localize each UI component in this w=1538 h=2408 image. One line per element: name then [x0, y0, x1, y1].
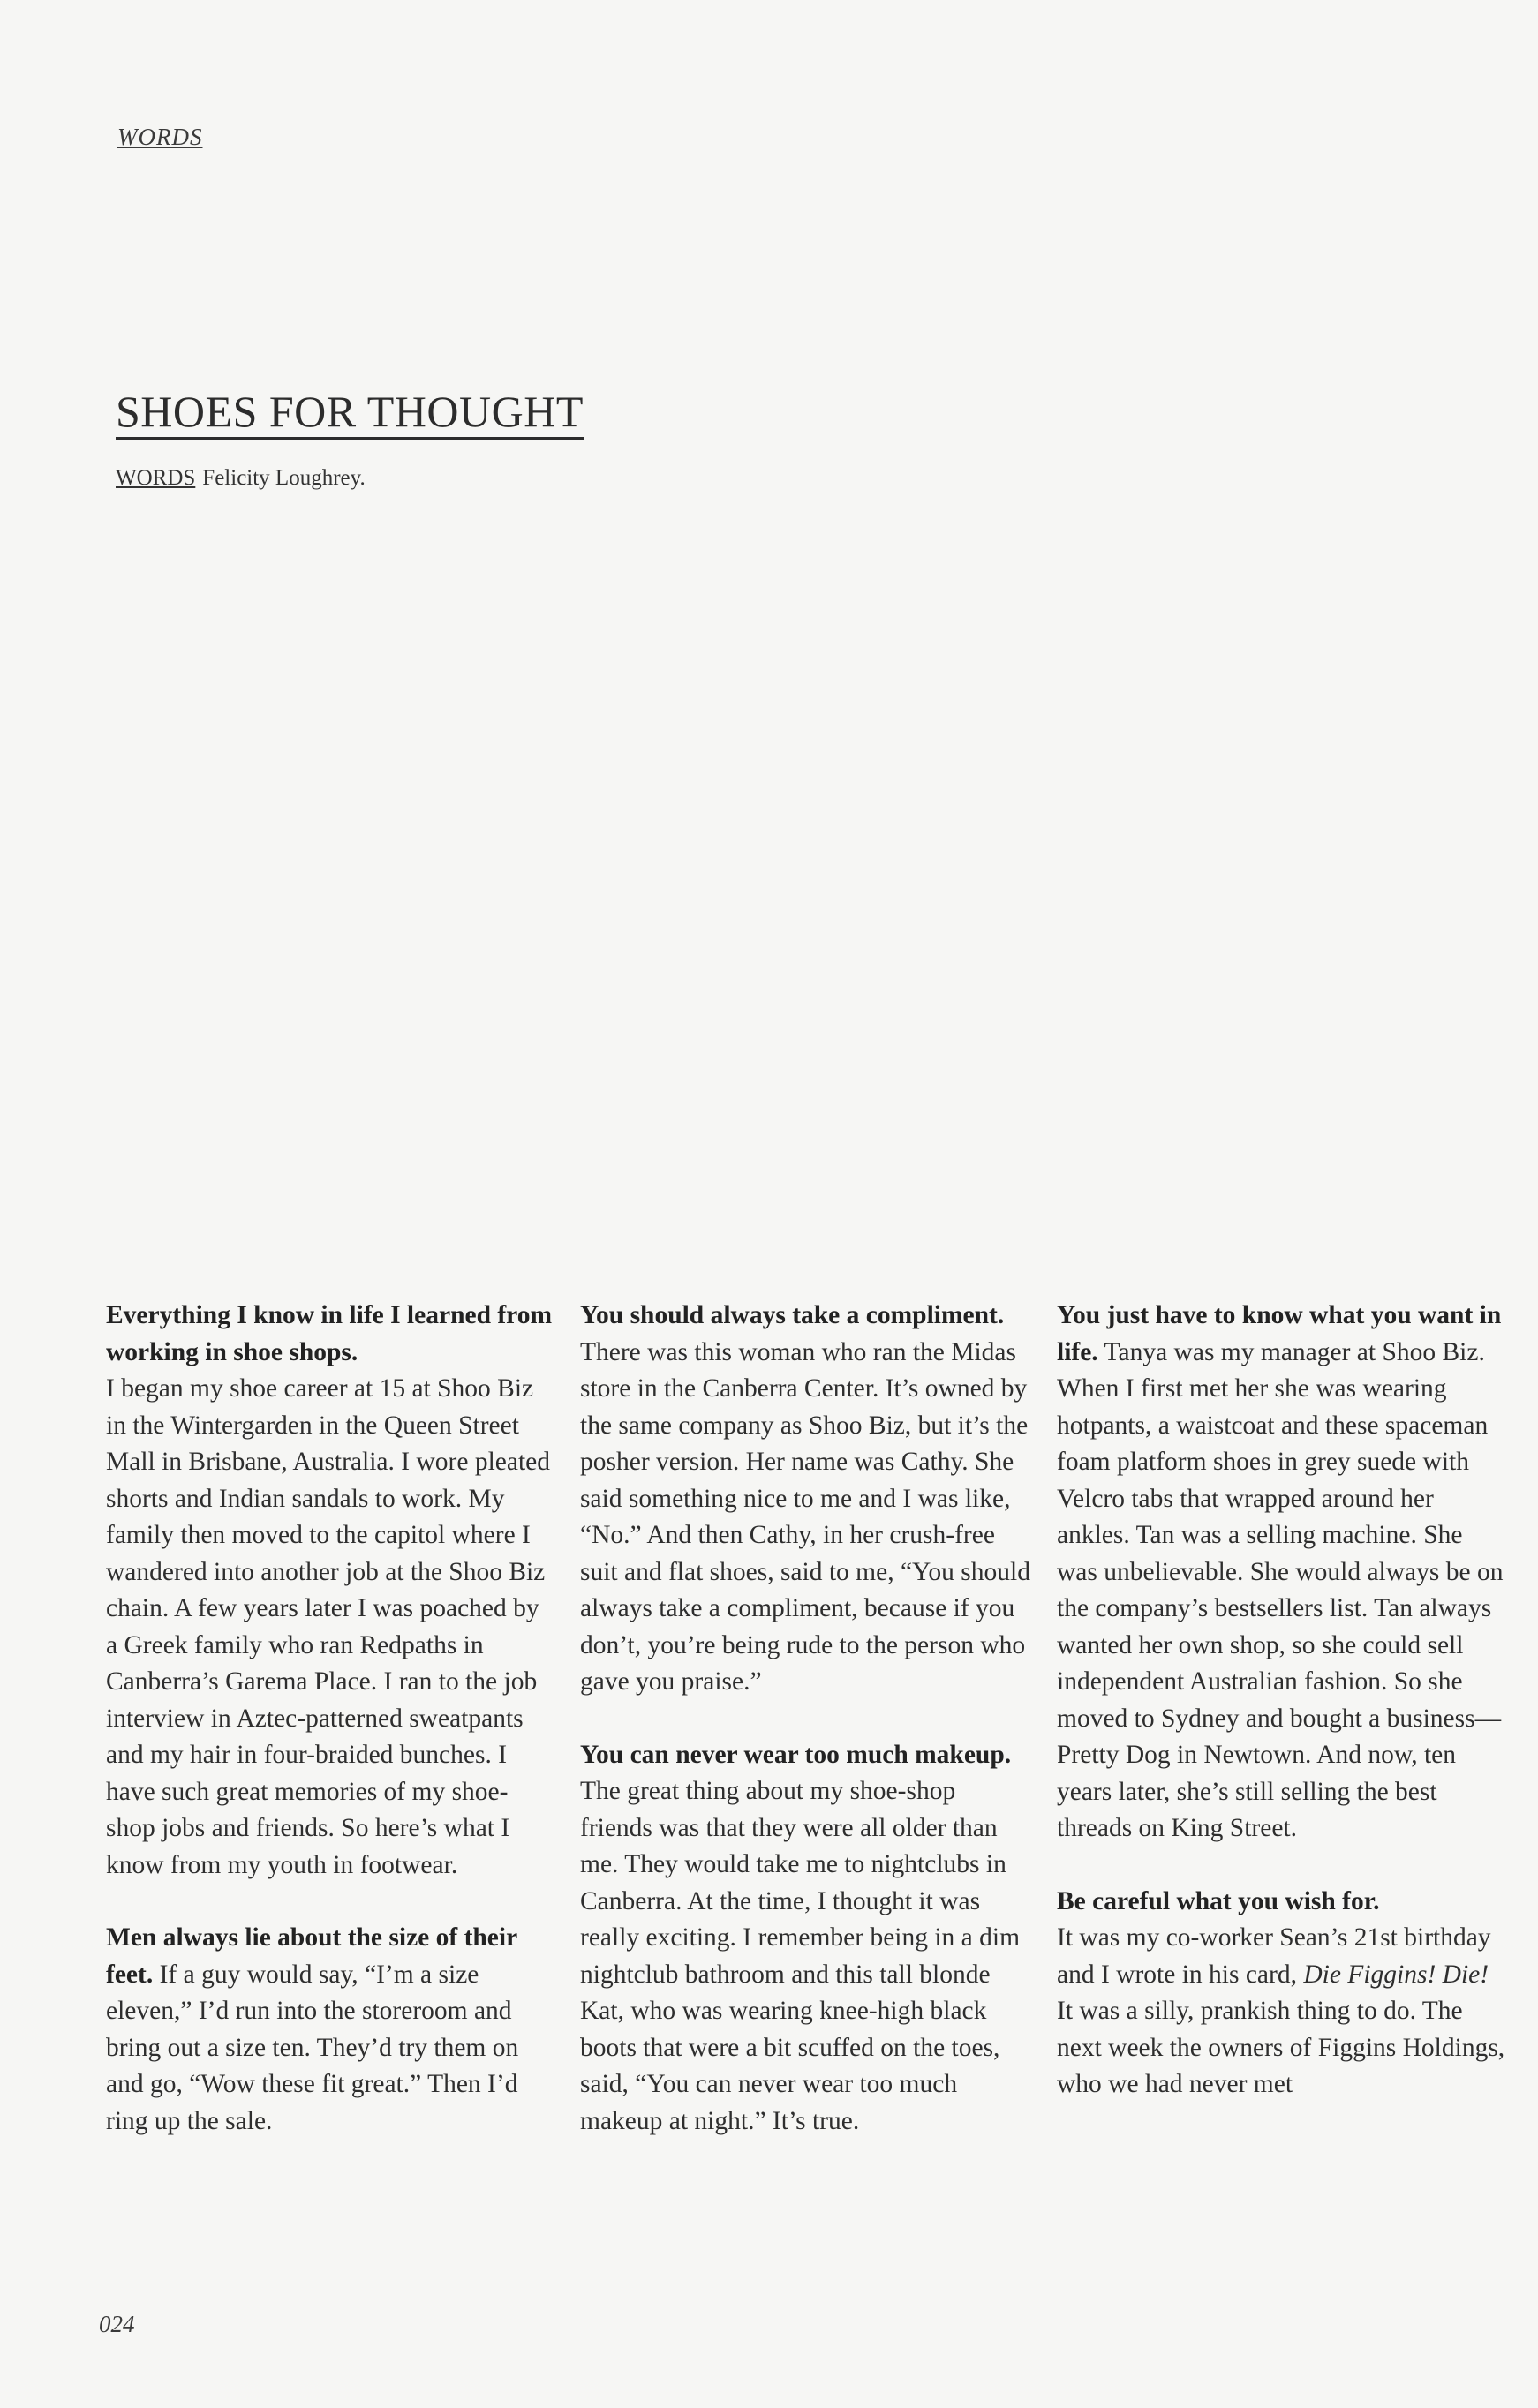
text-column-3: [1057, 1298, 1507, 2140]
section-body: If a guy would say, “I’m a size eleven,” I’d run into the storeroom and bring out a size ten. They’d try them on and go, “Wow these fit great.” Then I’d ring up the sale.: [106, 1960, 519, 2135]
article-headline: SHOES FOR THOUGHT: [116, 388, 584, 440]
section-body: Tanya was my manager at Shoo Biz. When I first met her she was wearing hotpants, a waistcoat and these spaceman foam platform shoes in grey suede with Velcro tabs that wrapped around her ankles. Tan was a selling machine. She was unbelievable. She would always be on the company’s bestsellers list. Tan always wanted her own shop, so she could sell independent Australian fashion. So she moved to Sydney and bought a business—Pretty Dog in Newtown. And now, ten years later, she’s still selling the best threads on King Street.: [1057, 1337, 1504, 1842]
article-section: [106, 1298, 556, 1884]
section-heading: Men always lie about the size of their feet.: [106, 1923, 517, 1989]
section-body: It was my co-worker Sean’s 21st birthday and I wrote in his card,: [1057, 1923, 1491, 1989]
section-heading: You just have to know what you want in life.: [1057, 1301, 1502, 1366]
section-heading: Be careful what you wish for.: [1057, 1886, 1380, 1915]
section-heading: You should always take a compliment.: [580, 1301, 1005, 1329]
section-body: I began my shoe career at 15 at Shoo Biz in the Wintergarden in the Queen Street Mall in Brisbane, Australia. I wore pleated shorts and Indian sandals to work. My family then moved to the capitol where I wandered into another job at the Shoo Biz chain. A few years later I was poached by a Greek family who ran Redpaths in Canberra’s Garema Place. I ran to the job interview in Aztec-patterned sweatpants and my hair in four-braided bunches. I have such great memories of my shoe-shop jobs and friends. So here’s what I know from my youth in footwear.: [106, 1374, 550, 1879]
section-body: There was this woman who ran the Midas store in the Canberra Center. It’s owned by the same company as Shoo Biz, but it’s the posher version. Her name was Cathy. She said something nice to me and I was like, “No.” And then Cathy, in her crush-free suit and flat shoes, said to me, “You should always take a compliment, because if you don’t, you’re being rude to the person who gave you praise.”: [580, 1337, 1030, 1696]
article-section: [1057, 1298, 1507, 1847]
section-body-continued: It was a silly, prankish thing to do. The next week the owners of Figgins Holdings, who we had never met: [1057, 1997, 1505, 2098]
page-number: 024: [99, 2311, 135, 2337]
article-section: [106, 1920, 556, 2140]
text-column-2: [580, 1298, 1030, 2176]
article-section: [1057, 1884, 1507, 2103]
text-column-1: [106, 1298, 556, 2176]
card-message: Die Figgins! Die!: [1303, 1960, 1489, 1989]
article-section: [580, 1298, 1030, 1701]
section-body: The great thing about my shoe-shop friends was that they were all older than me. They would take me to nightclubs in Canberra. At the time, I thought it was really exciting. I remember being in a dim nightclub bathroom and this tall blonde Kat, who was wearing knee-high black boots that were a bit scuffed on the toes, said, “You can never wear too much makeup at night.” It’s true.: [580, 1777, 1021, 2135]
section-heading: You can never wear too much makeup.: [580, 1740, 1012, 1769]
show-through-text: [618, 415, 989, 1033]
byline-label: WORDS: [116, 466, 196, 490]
byline-author: Felicity Loughrey.: [202, 466, 366, 490]
section-tag: WORDS: [117, 124, 203, 150]
article-section: [580, 1737, 1030, 2141]
section-heading: Everything I know in life I learned from working in shoe shops.: [106, 1301, 553, 1366]
byline: [116, 466, 366, 491]
